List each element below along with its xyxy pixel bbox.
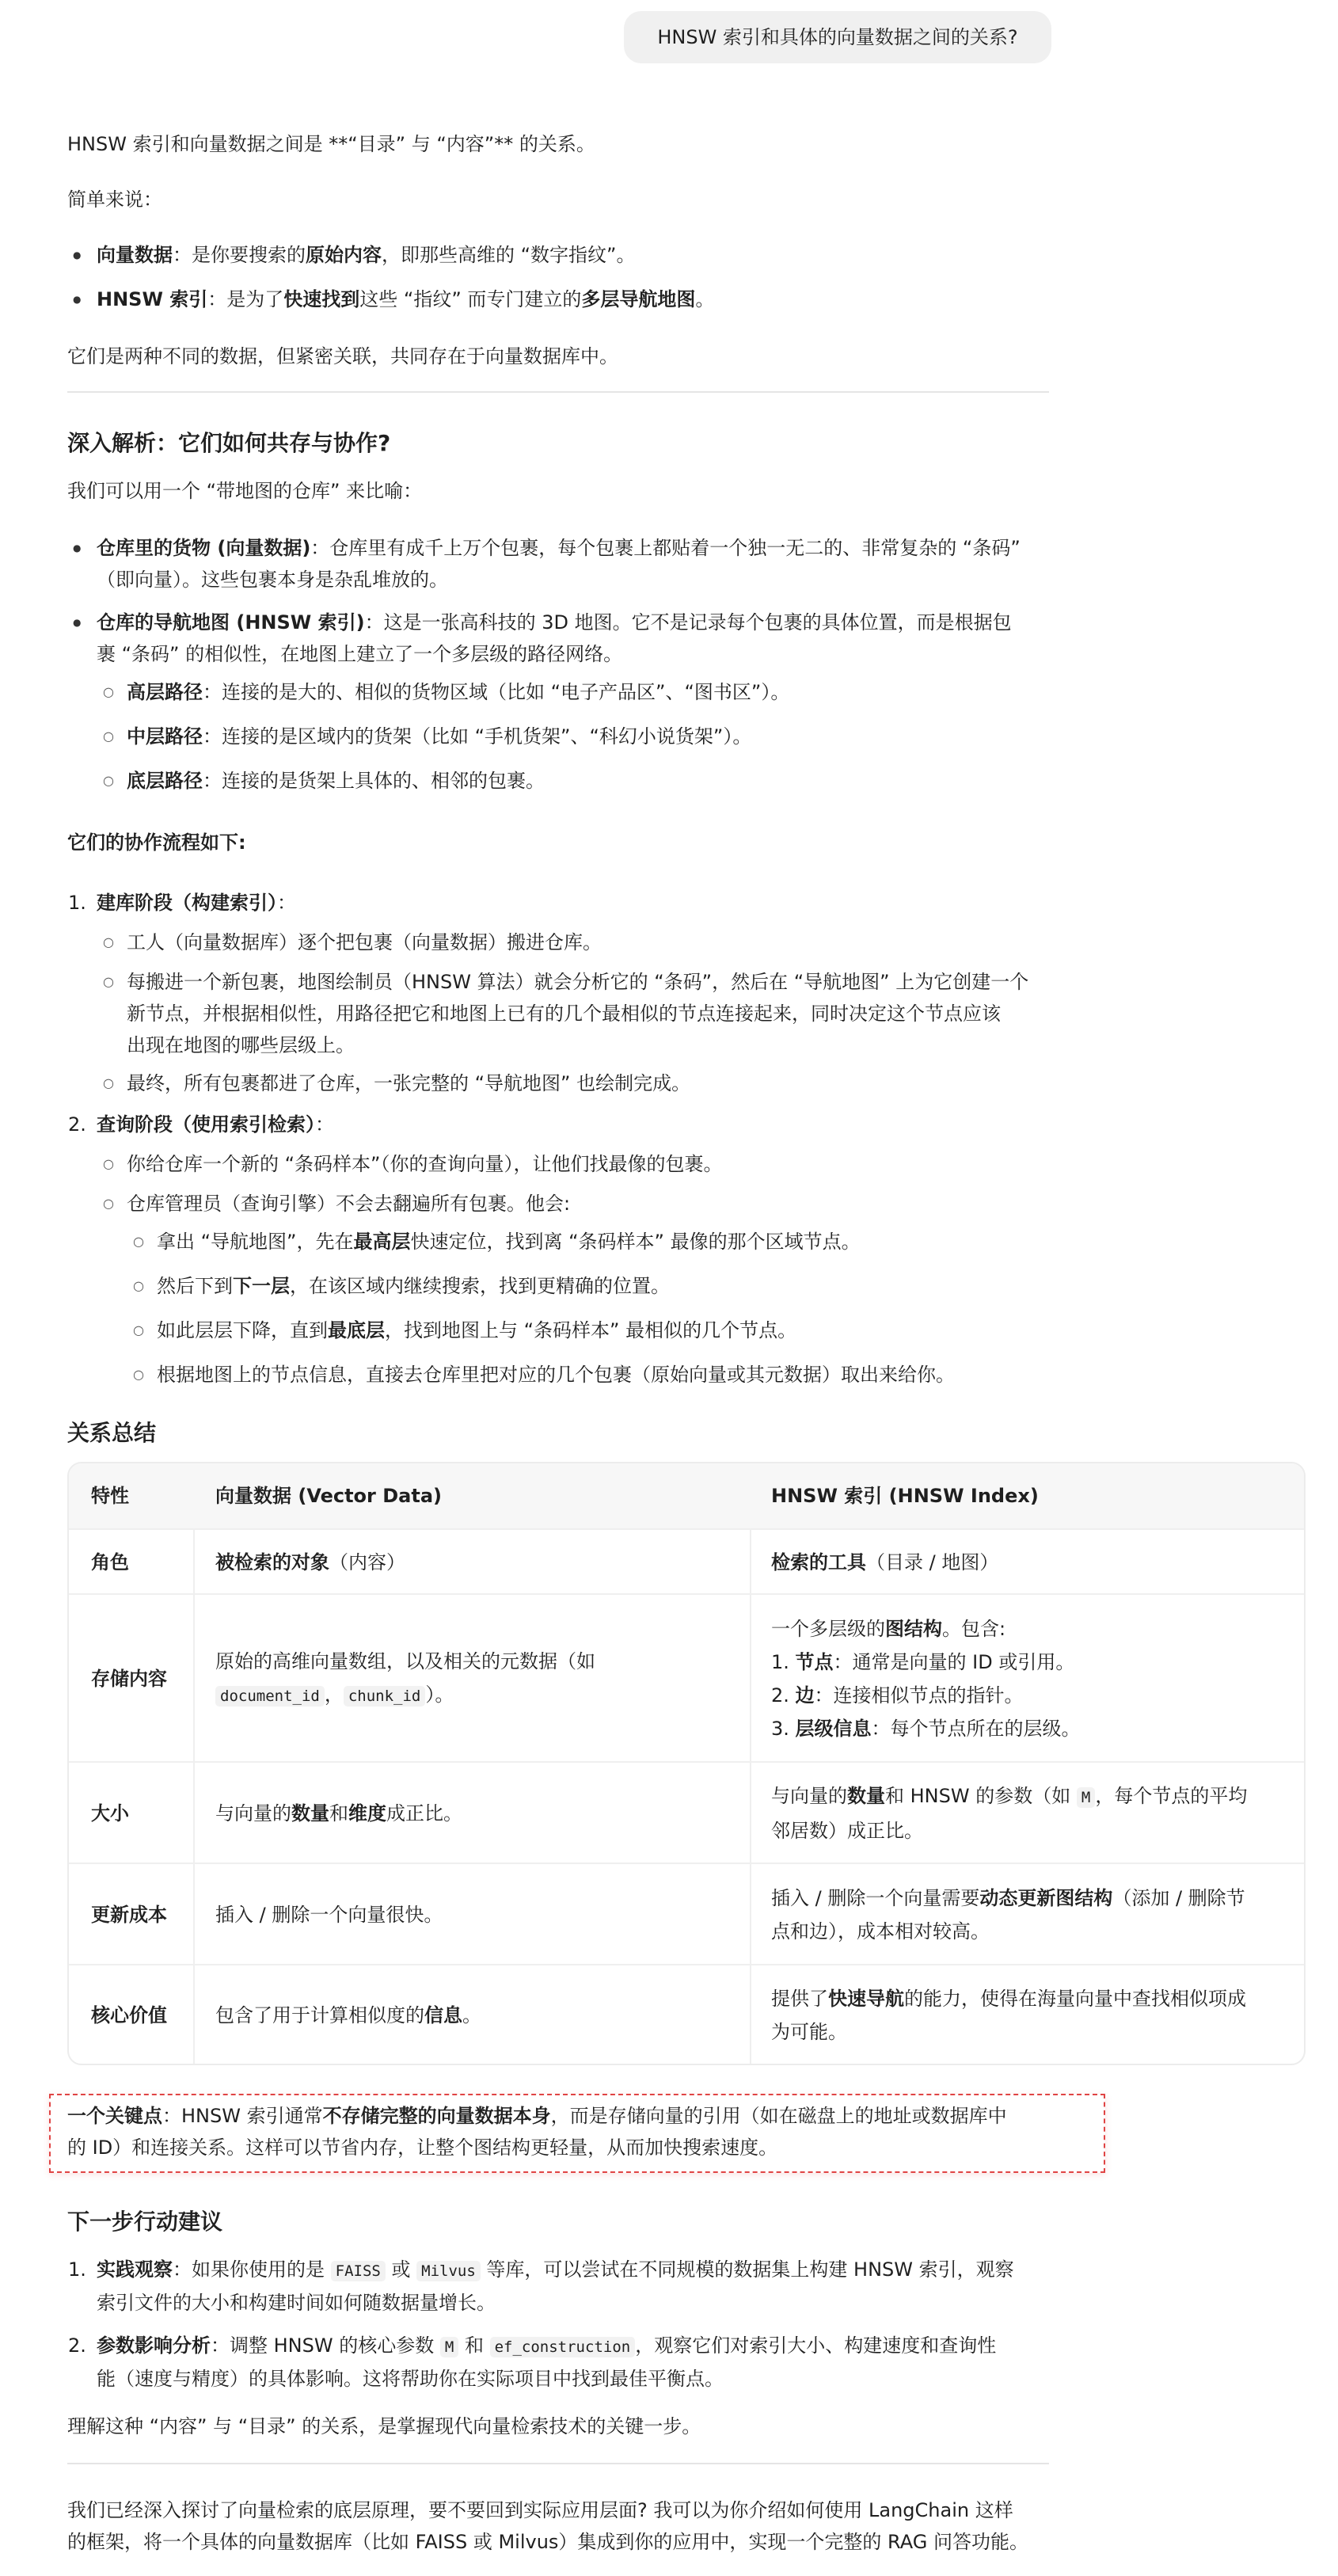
divider [67, 391, 1049, 393]
table-row: 核心价值 包含了用于计算相似度的信息。 提供了快速导航的能力，使得在海量向量中查找相似项成 为可能。 [69, 1964, 1304, 2065]
table-header-row [69, 1463, 1304, 1528]
sub-list-item: ○ 中层路径：连接的是区域内的货架（比如 “手机货架”、“科幻小说货架”）。 [127, 721, 751, 752]
list-item: ● 仓库里的货物 (向量数据)：仓库里有成千上万个包裹，每个包裹上都贴着一个独一无二的、非常复杂的 “条码” （即向量）。这些包裹本身是杂乱堆放的。 [97, 532, 1055, 595]
closing-text: 理解这种 “内容” 与 “目录” 的关系，是掌握现代向量检索技术的关键一步。 [67, 2415, 701, 2437]
intro-simply: 简单来说： [67, 188, 162, 211]
sub-list-item: ○ 工人（向量数据库）逐个把包裹（向量数据）搬进仓库。 [127, 927, 602, 958]
sub-list-item: ○ 高层路径：连接的是大的、相似的货物区域（比如 “电子产品区”、“图书区”）。 [127, 676, 789, 708]
sub-list-item: ○ 每搬进一个新包裹，地图绘制员（HNSW 算法）就会分析它的 “条码”，然后在 “导航地图” 上为它创建一个 新节点，并根据相似性，用路径把它和地图上已有的几个最相似的节点连接起来，同时决定这个节点应该 出现在地图的哪些层级上。 [127, 966, 1061, 1061]
table-header: 特性 [91, 1485, 129, 1507]
ordered-item: 1. 实践观察：如果你使用的是 FAISS 或 Milvus 等库，可以尝试在不同规模的数据集上构建 HNSW 索引，观察 索引文件的大小和构建时间如何随数据量增长。 [68, 2258, 1014, 2314]
ordered-item: 1. 建库阶段（构建索引）： [68, 892, 296, 914]
table-row: 大小 与向量的数量和维度成正比。 与向量的数量和 HNSW 的参数（如 M ，每个节点的平均 邻居数）成正比。 [69, 1761, 1304, 1864]
sub-sub-list-item: ○ 然后下到下一层，在该区域内继续搜索，找到更精确的位置。 [157, 1270, 670, 1302]
analogy-text: 我们可以用一个 “带地图的仓库” 来比喻： [67, 480, 423, 502]
table-row: 更新成本 插入 / 删除一个向量很快。 插入 / 删除一个向量需要动态更新图结构（添加 / 删除节 点和边），成本相对较高。 [69, 1863, 1304, 1965]
table-header: 向量数据 (Vector Data) [215, 1485, 442, 1507]
table-row: 存储内容 原始的高维向量数组，以及相关的元数据（如 document_id ， chunk_id ）。 一个多层级的图结构。包含: 1. 节点：通常是向量的 ID 或引用。 2. 边：连接相似节点的指针。 3. 层级信息：每个节点所在的层级。 [69, 1593, 1304, 1763]
divider [67, 2463, 1049, 2464]
relationship-table [67, 1462, 1306, 2065]
user-message-bubble: HNSW 索引和具体的向量数据之间的关系? [624, 11, 1051, 63]
ordered-item: 2. 参数影响分析：调整 HNSW 的核心参数 M 和 ef_construction ，观察它们对索引大小、构建速度和查询性 能（速度与精度）的具体影响。这将帮助你在实际项目中找到最佳平衡点。 [68, 2334, 997, 2390]
sub-list-item: ○ 仓库管理员（查询引擎）不会去翻遍所有包裹。他会: [127, 1188, 570, 1220]
list-item: ● HNSW 索引：是为了快速找到这些 “指纹” 而专门建立的多层导航地图。 [97, 283, 714, 315]
sub-sub-list-item: ○ 拿出 “导航地图”，先在最高层快速定位，找到离 “条码样本” 最像的那个区域节点。 [157, 1226, 861, 1258]
followup-text: 我们已经深入探讨了向量检索的底层原理，要不要回到实际应用层面? 我可以为你介绍如何使用 LangChain 这样 的框架，将一个具体的向量数据库（比如 FAISS 或 Milvus）集成到你的应用中，实现一个完整的 RAG 问答功能。 [67, 2499, 1028, 2553]
sub-list-item: ○ 底层路径：连接的是货架上具体的、相邻的包裹。 [127, 765, 545, 797]
sub-list-item: ○ 你给仓库一个新的 “条码样本”（你的查询向量），让他们找最像的包裹。 [127, 1148, 723, 1180]
intro-line: HNSW 索引和向量数据之间是 **“目录” 与 “内容”** 的关系。 [67, 133, 595, 155]
sub-sub-list-item: ○ 根据地图上的节点信息，直接去仓库里把对应的几个包裹（原始向量或其元数据）取出来给你。 [157, 1359, 955, 1391]
sub-sub-list-item: ○ 如此层层下降，直到最底层，找到地图上与 “条码样本” 最相似的几个节点。 [157, 1315, 796, 1346]
intro-summary: 它们是两种不同的数据，但紧密关联，共同存在于向量数据库中。 [67, 345, 618, 367]
sub-list-item: ○ 最终，所有包裹都进了仓库，一张完整的 “导航地图” 也绘制完成。 [127, 1067, 690, 1099]
flow-title: 它们的协作流程如下: [67, 831, 246, 854]
table-row: 角色 被检索的对象（内容） 检索的工具（目录 / 地图） [69, 1528, 1304, 1595]
key-point-text: 一个关键点：HNSW 索引通常不存储完整的向量数据本身，而是存储向量的引用（如在磁盘上的地址或数据库中 的 ID）和连接关系。这样可以节省内存，让整个图结构更轻量，从而加快搜索速度。 [67, 2105, 1007, 2159]
ordered-item: 2. 查询阶段（使用索引检索）： [68, 1113, 334, 1136]
section-heading-next-steps: 下一步行动建议 [67, 2209, 223, 2235]
section-heading-summary: 关系总结 [67, 1420, 157, 1446]
table-header: HNSW 索引 (HNSW Index) [771, 1485, 1039, 1507]
list-item: ● 仓库的导航地图 (HNSW 索引)：这是一张高科技的 3D 地图。它不是记录每个包裹的具体位置，而是根据包 裹 “条码” 的相似性，在地图上建立了一个多层级的路径网络。 [97, 607, 1055, 670]
section-heading-analysis: 深入解析：它们如何共存与协作? [67, 430, 391, 456]
list-item: ● 向量数据：是你要搜索的原始内容，即那些高维的 “数字指纹”。 [97, 239, 636, 271]
